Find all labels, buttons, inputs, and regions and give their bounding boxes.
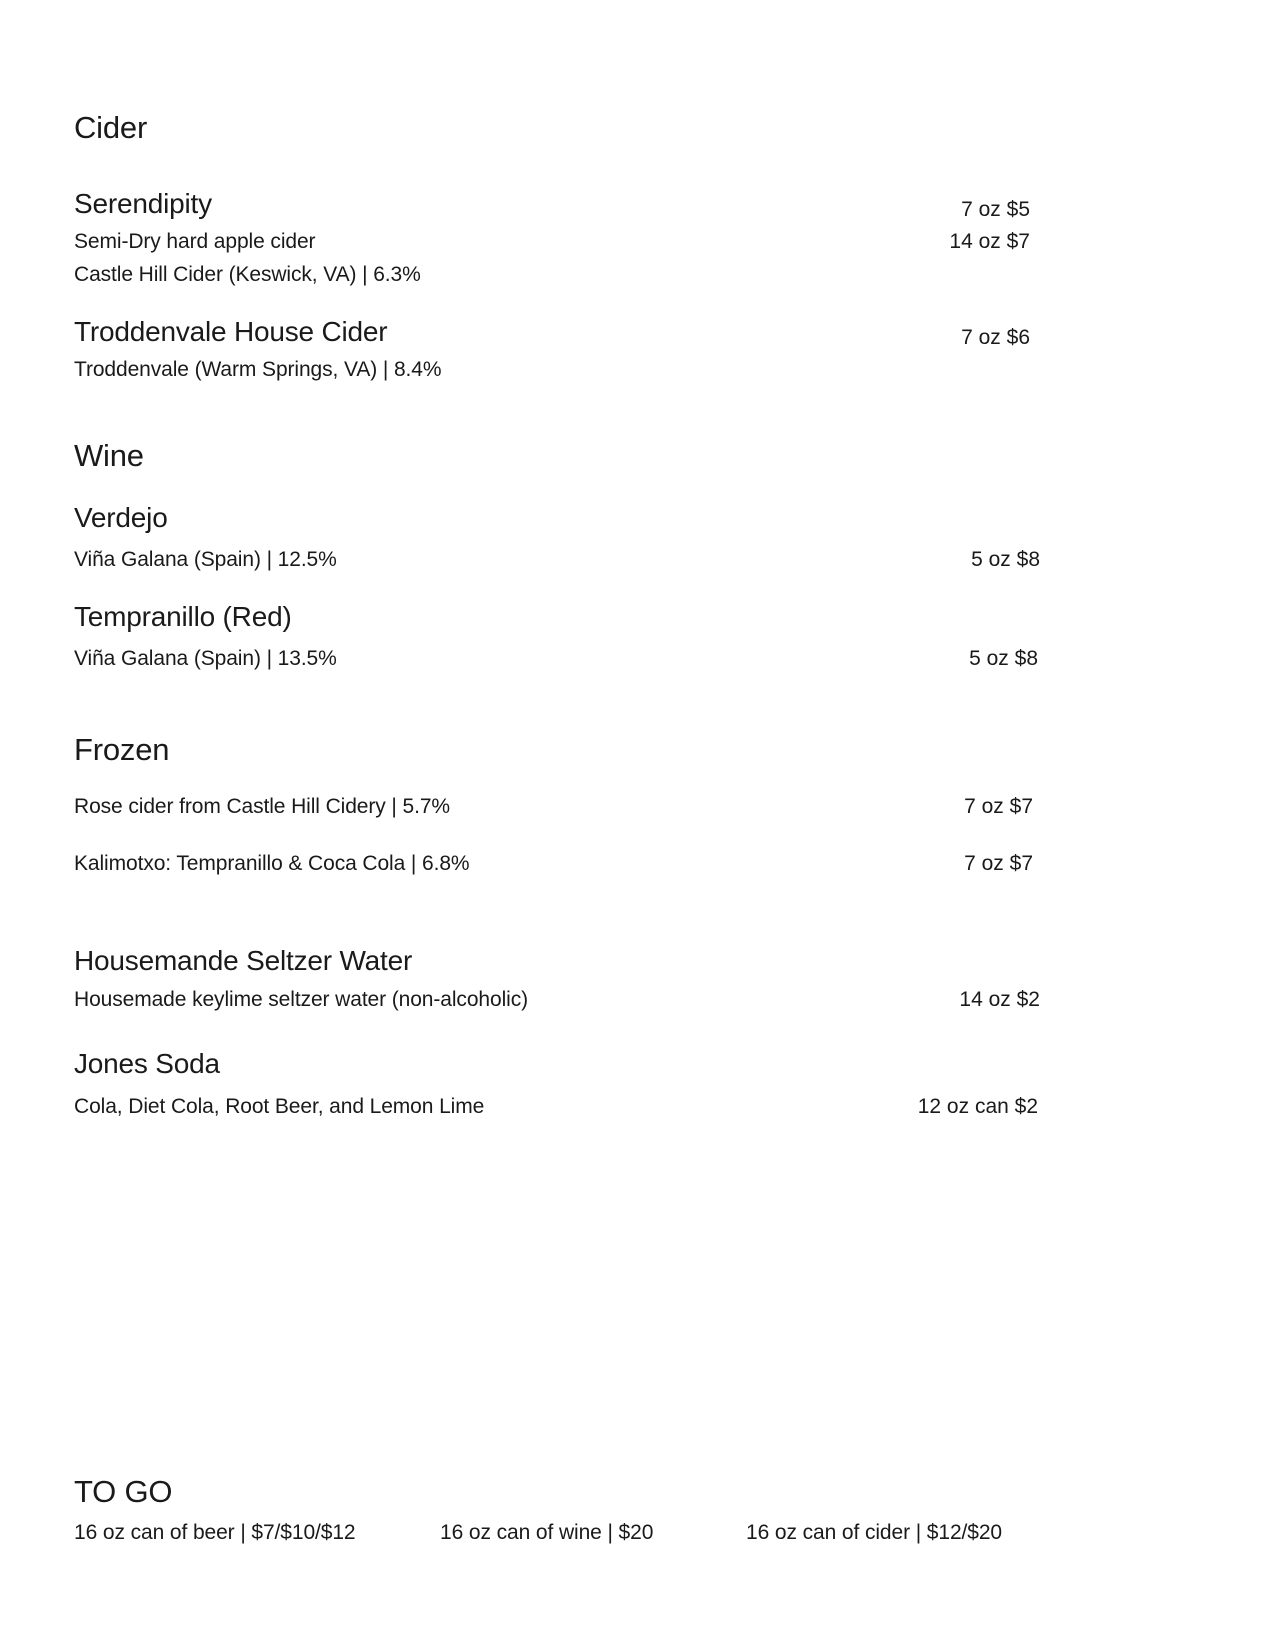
item-price-verdejo: 5 oz $8 xyxy=(971,548,1040,571)
item-name-seltzer: Housemande Seltzer Water xyxy=(74,945,413,976)
item-price-troddenvale: 7 oz $6 xyxy=(961,326,1030,349)
item-price-kalimotxo: 7 oz $7 xyxy=(964,852,1033,875)
item-price-serendipity-large: 14 oz $7 xyxy=(949,230,1030,253)
item-name-verdejo: Verdejo xyxy=(74,502,168,533)
section-title-cider: Cider xyxy=(74,110,148,145)
section-title-frozen: Frozen xyxy=(74,732,170,767)
item-desc-seltzer: Housemade keylime seltzer water (non-alcoholic) xyxy=(74,988,528,1011)
item-price-rose-cider: 7 oz $7 xyxy=(964,795,1033,818)
item-name-troddenvale: Troddenvale House Cider xyxy=(74,316,388,347)
item-desc-tempranillo: Viña Galana (Spain) | 13.5% xyxy=(74,647,337,670)
item-name-tempranillo: Tempranillo (Red) xyxy=(74,601,292,632)
item-desc-verdejo: Viña Galana (Spain) | 12.5% xyxy=(74,548,337,571)
item-desc-serendipity-style: Semi-Dry hard apple cider xyxy=(74,230,316,253)
item-name-serendipity: Serendipity xyxy=(74,188,212,219)
section-title-to-go: TO GO xyxy=(74,1474,173,1509)
togo-wine: 16 oz can of wine | $20 xyxy=(440,1521,654,1544)
item-price-tempranillo: 5 oz $8 xyxy=(969,647,1038,670)
section-title-wine: Wine xyxy=(74,438,144,473)
togo-beer: 16 oz can of beer | $7/$10/$12 xyxy=(74,1521,356,1544)
item-desc-kalimotxo: Kalimotxo: Tempranillo & Coca Cola | 6.8% xyxy=(74,852,470,875)
item-price-seltzer: 14 oz $2 xyxy=(959,988,1040,1011)
item-price-jones-soda: 12 oz can $2 xyxy=(917,1095,1038,1118)
item-desc-serendipity-origin: Castle Hill Cider (Keswick, VA) | 6.3% xyxy=(74,263,421,286)
togo-cider: 16 oz can of cider | $12/$20 xyxy=(746,1521,1002,1544)
item-desc-rose-cider: Rose cider from Castle Hill Cidery | 5.7% xyxy=(74,795,450,818)
item-name-jones-soda: Jones Soda xyxy=(74,1048,220,1079)
item-price-serendipity-small: 7 oz $5 xyxy=(961,198,1030,221)
item-desc-jones-soda: Cola, Diet Cola, Root Beer, and Lemon Lime xyxy=(74,1095,485,1118)
item-desc-troddenvale: Troddenvale (Warm Springs, VA) | 8.4% xyxy=(74,358,442,381)
